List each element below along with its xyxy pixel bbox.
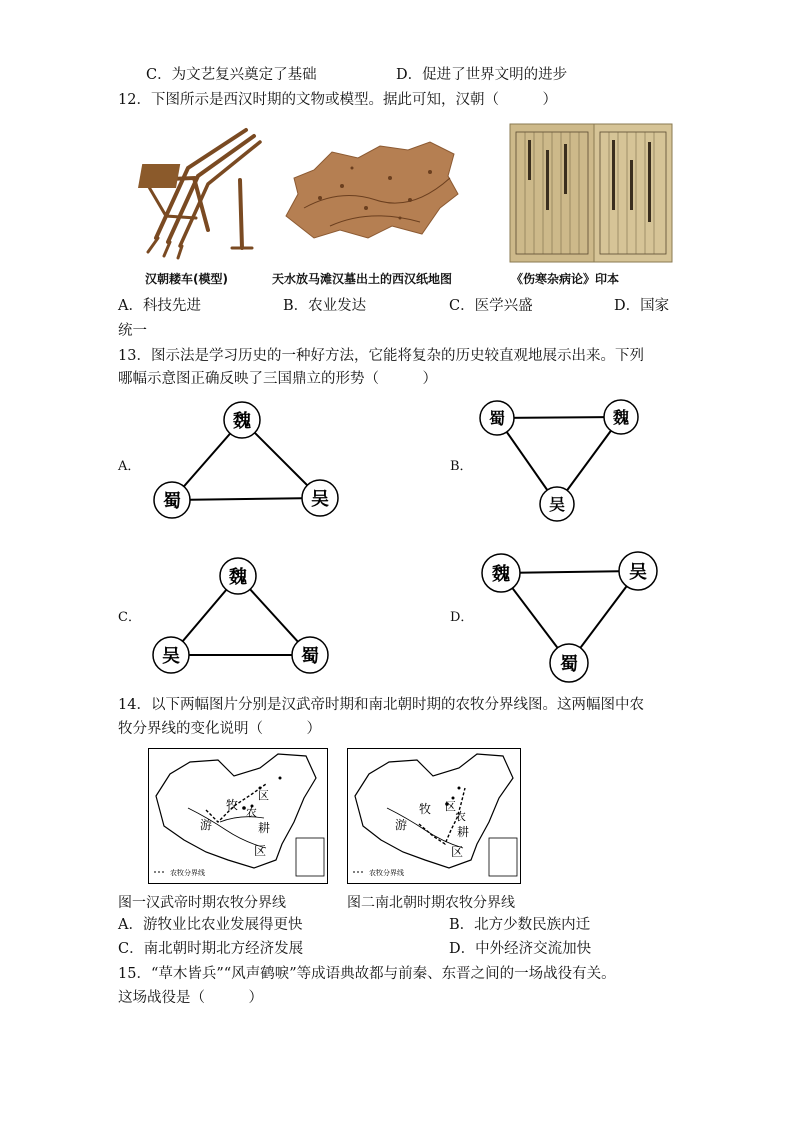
q12-book-image	[508, 120, 674, 266]
q15-stem-line1: 15．“草木皆兵”“风声鹤唳”等成语典故都与前秦、东晋之间的一场战役有关。	[118, 966, 616, 982]
q14-caption-1: 图一汉武帝时期农牧分界线	[118, 895, 286, 911]
q13-label-c: C．	[118, 610, 141, 625]
q14-m1-qu2: 区	[254, 844, 267, 858]
q14-m1-you: 游	[200, 818, 213, 832]
q14-m1-nong: 农	[246, 806, 257, 819]
q13-c-wu: 吴	[162, 646, 180, 667]
q11-option-c: C．为文艺复兴奠定了基础	[146, 67, 317, 83]
q14-stem-line1: 14．以下两幅图片分别是汉武帝时期和南北朝时期的农牧分界线图。这两幅图中农	[118, 697, 644, 713]
q12-option-d: D．国家	[614, 298, 670, 314]
q12-caption-2: 天水放马滩汉墓出土的西汉纸地图	[272, 272, 453, 286]
q13-stem-line2: 哪幅示意图正确反映了三国鼎立的形势（ ）	[118, 371, 437, 387]
q14-m2-qu1: 区	[445, 800, 456, 813]
q14-m2-nong: 农	[455, 810, 466, 823]
q13-d-shu: 蜀	[560, 654, 578, 675]
q13-a-shu: 蜀	[163, 491, 181, 512]
q14-map-1	[148, 748, 328, 884]
q15-stem-line2: 这场战役是（ ）	[118, 990, 263, 1006]
q12-option-b: B．农业发达	[283, 298, 367, 314]
q14-m2-mu: 牧	[419, 802, 432, 816]
q14-option-a: A．游牧业比农业发展得更快	[118, 917, 303, 933]
q13-label-a: A．	[118, 459, 141, 474]
q13-b-wei: 魏	[612, 408, 630, 427]
q14-caption-2: 图二南北朝时期农牧分界线	[347, 895, 515, 911]
q13-d-wu: 吴	[629, 562, 647, 583]
q13-c-wei: 魏	[229, 567, 247, 588]
q13-a-wu: 吴	[311, 489, 329, 510]
q11-option-d: D．促进了世界文明的进步	[396, 67, 568, 83]
q13-d-wei: 魏	[492, 564, 510, 585]
q14-m2-legend: 农牧分界线	[369, 869, 404, 877]
q14-m2-qu2: 区	[451, 845, 464, 859]
q13-label-d: D．	[450, 610, 474, 625]
q12-paper-map-image	[280, 138, 462, 242]
q12-option-d-wrap: 统一	[118, 323, 147, 339]
q13-stem-line1: 13．图示法是学习历史的一种好方法，它能将复杂的历史较直观地展示出来。下列	[118, 348, 644, 364]
q14-m1-legend: 农牧分界线	[170, 869, 205, 877]
q12-option-a: A．科技先进	[118, 298, 201, 314]
q14-option-b: B．北方少数民族内迁	[449, 917, 591, 933]
q12-caption-3: 《伤寒杂病论》印本	[511, 272, 620, 286]
q14-map-2	[347, 748, 521, 884]
q14-m2-geng: 耕	[457, 825, 470, 839]
q13-a-wei: 魏	[233, 411, 251, 432]
q12-stem: 12．下图所示是西汉时期的文物或模型。据此可知，汉朝（ ）	[118, 92, 557, 108]
q14-stem-line2: 牧分界线的变化说明（ ）	[118, 721, 321, 737]
q14-m1-mu: 牧	[226, 798, 239, 812]
q13-diagram-c	[145, 554, 335, 680]
q12-caption-1: 汉朝耧车(模型)	[145, 272, 228, 286]
q13-c-shu: 蜀	[301, 646, 319, 667]
q14-m1-geng: 耕	[258, 821, 271, 835]
q14-option-d: D．中外经济交流加快	[449, 941, 592, 957]
q13-diagram-b	[476, 397, 656, 525]
q13-b-wu: 吴	[548, 495, 566, 514]
q13-label-b: B．	[450, 459, 473, 474]
q14-option-c: C．南北朝时期北方经济发展	[118, 941, 304, 957]
q14-m1-qu1: 区	[258, 789, 269, 802]
q12-seed-drill-image	[136, 120, 266, 260]
q14-m2-you: 游	[395, 818, 408, 832]
q13-diagram-a	[145, 398, 345, 526]
q13-b-shu: 蜀	[488, 409, 506, 428]
q12-option-c: C．医学兴盛	[449, 298, 533, 314]
q13-diagram-d	[478, 550, 663, 686]
